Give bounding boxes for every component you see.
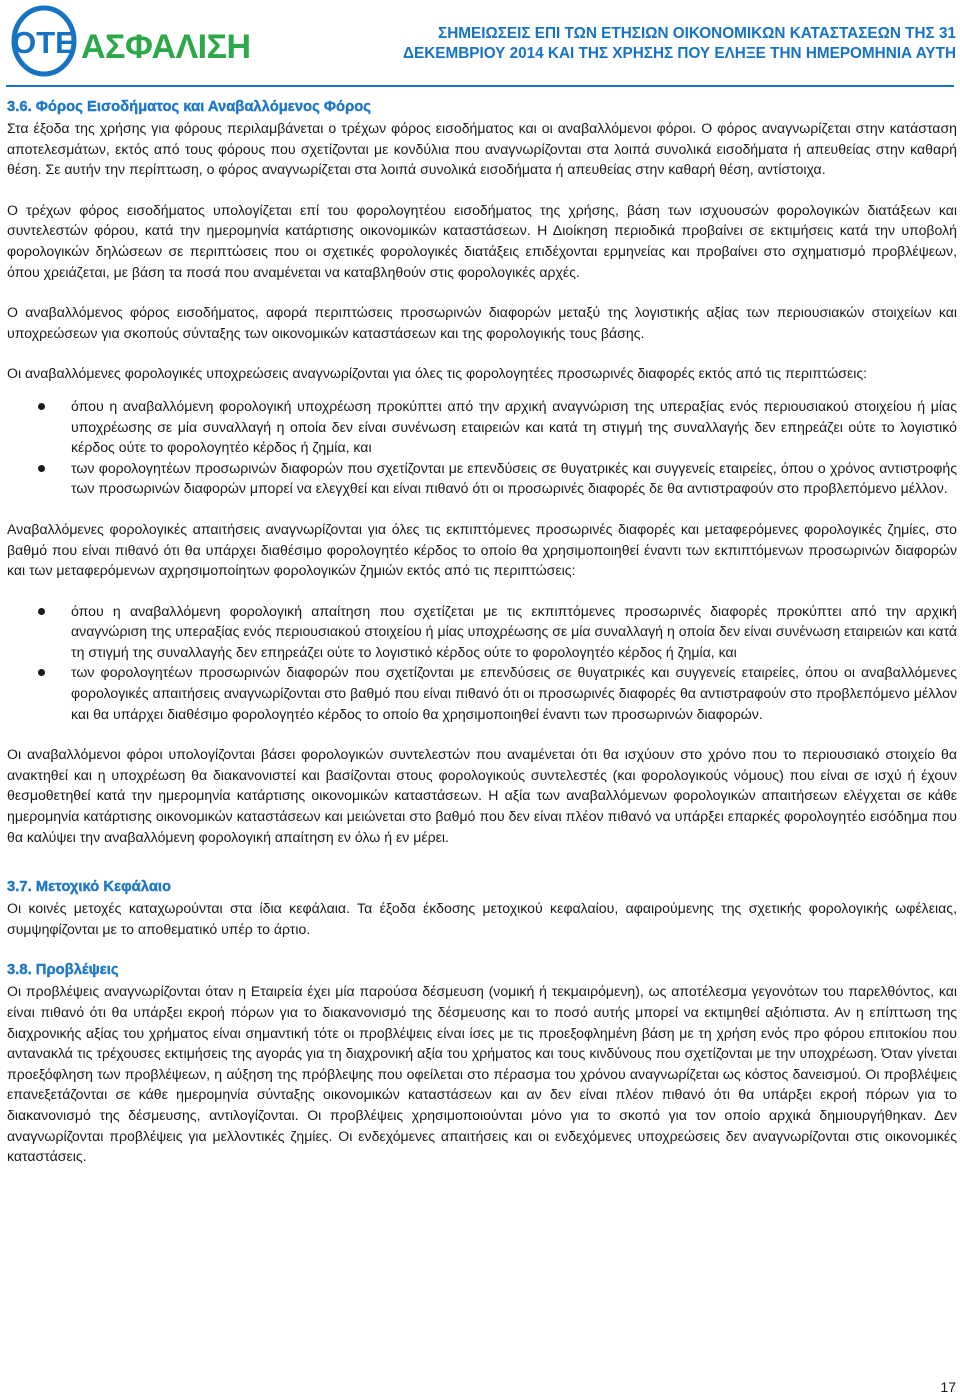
paragraph: Οι κοινές μετοχές καταχωρούνται στα ίδια κεφάλαια. Τα έξοδα έκδοσης μετοχικού κεφαλαίου, αφαιρούμενης της σχετικής φορολογικής ωφέλειας, συμψηφίζονται με το αποθεματικό υπέρ το άρτιο.: [7, 900, 957, 937]
paragraph: Στα έξοδα της χρήσης για φόρους περιλαμβάνεται ο τρέχων φόρος εισοδήματος και οι αναβαλλόμενοι φόροι. Ο φόρος αναγνωρίζεται στην κατάσταση αποτελεσμάτων, εκτός από τους φόρους που σχετίζονται με κονδύλια που αναγνωρίζονται στα λοιπά συνολικά εισοδήματα ή απευθείας στην καθαρή θέση. Σε αυτήν την περίπτωση, ο φόρος αναγνωρίζεται στα λοιπά συνολικά εισοδήματα ή απευθείας στην καθαρή θέση, αντίστοιχα.: [7, 120, 957, 178]
document-title-line-1: ΣΗΜΕΙΩΣΕΙΣ ΕΠΙ ΤΩΝ ΕΤΗΣΙΩΝ ΟΙΚΟΝΟΜΙΚΩΝ ΚΑΤΑΣΤΑΣΕΩΝ ΤΗΣ 31: [438, 25, 956, 42]
svg-text:ΟΤΕ: ΟΤΕ: [12, 25, 76, 60]
logo-graphic: [6, 4, 251, 78]
paragraph: Οι αναβαλλόμενες φορολογικές υποχρεώσεις αναγνωρίζονται για όλες τις φορολογητέες προσωρινές διαφορές εκτός από τις περιπτώσεις:: [7, 365, 868, 382]
page-number: 17: [940, 1379, 956, 1395]
list-item: [7, 601, 957, 663]
ote-asfalisi-logo: [6, 4, 251, 78]
list-item: [7, 396, 957, 458]
section-heading-3-7: 3.7. Μετοχικό Κεφάλαιο: [7, 879, 172, 896]
bullet-list: [7, 396, 957, 499]
section-heading-3-8: 3.8. Προβλέψεις: [7, 962, 119, 979]
document-title: [250, 24, 956, 64]
paragraph: Οι αναβαλλόμενοι φόροι υπολογίζονται βάσει φορολογικών συντελεστών που αναμένεται ότι θα ισχύουν στο χρόνο που το περιουσιακό στοιχείο θα ανακτηθεί και η υποχρέωση θα διακανονιστεί και βασίζονται στους φορολογικούς συντελεστές (και φορολογικούς νόμους) που είναι σε ισχύ ή έχουν θεσμοθετηθεί κατά την ημερομηνία κατάρτισης οικονομικών καταστάσεων. Η αξία των αναβαλλόμενων φορολογικών απαιτήσεων ελέγχεται σε κάθε ημερομηνία κατάρτισης οικονομικών καταστάσεων και μειώνεται στο βαθμό που δεν είναι πλέον πιθανό να υπάρξει επαρκές φορολογητέο εισόδημα που θα καλύψει την αναβαλλόμενη φορολογική απαίτηση εν όλω ή εν μέρει.: [7, 746, 957, 845]
page-header: [0, 0, 960, 86]
header-divider: [6, 85, 954, 87]
paragraph: Αναβαλλόμενες φορολογικές απαιτήσεις αναγνωρίζονται για όλες τις εκπιπτόμενες προσωρινές διαφορές και μεταφερόμενες φορολογικές ζημίες, στο βαθμό που είναι πιθανό ότι θα υπάρχει διαθέσιμο φορολογητέο κέρδος το οποίο θα χρησιμοποιηθεί έναντι των εκπιπτόμενων προσωρινών διαφορών και των μεταφερόμενων αχρησιμοποίητων φορολογικών ζημιών εκτός από τις περιπτώσεις:: [7, 520, 957, 579]
list-item: [7, 662, 957, 724]
bullet-icon: [38, 608, 45, 615]
list-item-text: των φορολογητέων προσωρινών διαφορών που σχετίζονται με επενδύσεις σε θυγατρικές και συγγενείς εταιρείες, όπου ο χρόνος αντιστροφής των προσωρινών διαφορών μπορεί να ελεγχθεί και είναι πιθανό ότι οι προσωρινές διαφορές δε θα αντιστραφούν στο προβλεπόμενο μέλλον.: [71, 459, 957, 497]
page-content: [7, 97, 957, 1167]
bullet-icon: [38, 669, 45, 676]
list-item-text: όπου η αναβαλλόμενη φορολογική απαίτηση που σχετίζεται με τις εκπιπτόμενες προσωρινές διαφορές προκύπτει από την αρχική αναγνώριση της υπεραξίας ενός περιουσιακού στοιχείου ή μίας υποχρέωσης σε μία συναλλαγή η οποία δεν είναι συνένωση εταιρειών και κατά τη στιγμή της συναλλαγής δεν επηρεάζει ούτε το λογιστικό κέρδος ούτε το φορολογητέο κέρδος ή ζημία, και: [71, 602, 957, 660]
document-title-line-2: ΔΕΚΕΜΒΡΙΟΥ 2014 ΚΑΙ ΤΗΣ ΧΡΗΣΗΣ ΠΟΥ ΕΛΗΞΕ ΤΗΝ ΗΜΕΡΟΜΗΝΙΑ ΑΥΤΗ: [403, 45, 956, 62]
list-item-text: όπου η αναβαλλόμενη φορολογική υποχρέωση προκύπτει από την αρχική αναγνώριση της υπεραξίας ενός περιουσιακού στοιχείου ή μίας υποχρέωσης σε μία συναλλαγή η οποία δεν είναι συνένωση εταιρειών και κατά τη στιγμή της συναλλαγής δεν επηρεάζει ούτε το λογιστικό κέρδος ούτε το φορολογητέο κέρδος ή ζημία, και: [71, 397, 957, 456]
list-item-text: των φορολογητέων προσωρινών διαφορών που σχετίζονται με επενδύσεις σε θυγατρικές και συγγενείς εταιρείες, όπου οι αναβαλλόμενες φορολογικές απαιτήσεις αναγνωρίζονται στο βαθμό που είναι πιθανό ότι οι προσωρινές διαφορές θα αντιστραφούν στο προβλεπόμενο μέλλον και θα υπάρχει διαθέσιμο φορολογητέο κέρδος το οποίο θα χρησιμοποιηθεί έναντι των προσωρινών διαφορών.: [71, 664, 957, 722]
paragraph: Ο αναβαλλόμενος φόρος εισοδήματος, αφορά περιπτώσεις προσωρινών διαφορών μεταξύ της λογιστικής αξίας των περιουσιακών στοιχείων και υποχρεώσεων για σκοπούς σύνταξης των οικονομικών καταστάσεων και της φορολογικής τους βάσης.: [7, 304, 957, 341]
bullet-list: [7, 601, 957, 725]
list-item: [7, 458, 957, 499]
bullet-icon: [38, 465, 45, 472]
bullet-icon: [38, 403, 45, 410]
svg-text:ΑΣΦΑΛΙΣΗ: ΑΣΦΑΛΙΣΗ: [81, 28, 251, 66]
section-heading-3-6: 3.6. Φόρος Εισοδήματος και Αναβαλλόμενος Φόρος: [7, 99, 371, 115]
paragraph: Ο τρέχων φόρος εισοδήματος υπολογίζεται επί του φορολογητέου εισοδήματος της χρήσης, βάση των ισχυουσών φορολογικών διατάξεων και συντελεστών φόρου, κατά την ημερομηνία κατάρτισης οικονομικών καταστάσεων. Η Διοίκηση περιοδικά προβαίνει σε εκτιμήσεις κατά την υποβολή φορολογικών δηλώσεων σε περιπτώσεις που οι σχετικές φορολογικές διατάξεις επιδέχονται ερμηνείας και προβαίνει στο σχηματισμό προβλέψεων, όπου χρειάζεται, με βάση τα ποσά που αναμένεται να καταβληθούν στις φορολογικές αρχές.: [7, 201, 957, 280]
paragraph: Οι προβλέψεις αναγνωρίζονται όταν η Εταιρεία έχει μία παρούσα δέσμευση (νομική ή τεκμαιρόμενη), ως αποτέλεσμα γεγονότων του παρελθόντος, και είναι πιθανό ότι θα υπάρξει εκροή πόρων για το διακανονισμό της δέσμευσης και το ποσό αυτής μπορεί να εκτιμηθεί αξιόπιστα. Αν η επίπτωση της διαχρονικής αξίας του χρήματος είναι σημαντική τότε οι προβλέψεις είναι ίσες με τις προεξοφλημένη βάση με τη χρήση ενός προ φόρου επιτοκίου που αντανακλά τις τρέχουσες εκτιμήσεις της αγοράς για τη διαχρονική αξία του χρήματος και τους κινδύνους που σχετίζονται με την υποχρέωση. Όταν γίνεται προεξόφληση των προβλέψεων, η αύξηση της πρόβλεψης που οφείλεται στο πέρασμα του χρόνου αναγνωρίζεται ως κόστος δανεισμού. Οι προβλέψεις επανεξετάζονται σε κάθε ημερομηνία σύνταξης οικονομικών καταστάσεων και αν δεν είναι πλέον πιθανό ότι θα υπάρξει εκροή πόρων για το διακανονισμό της δέσμευσης, αντιλογίζονται. Οι προβλέψεις χρησιμοποιούνται μόνο για το σκοπό για τον οποίο αρχικά δημιουργήθηκαν. Δεν αναγνωρίζονται προβλέψεις για μελλοντικές ζημίες. Οι ενδεχόμενες απαιτήσεις και οι ενδεχόμενες υποχρεώσεις δεν αναγνωρίζονται στις οικονομικές καταστάσεις.: [7, 983, 957, 1165]
